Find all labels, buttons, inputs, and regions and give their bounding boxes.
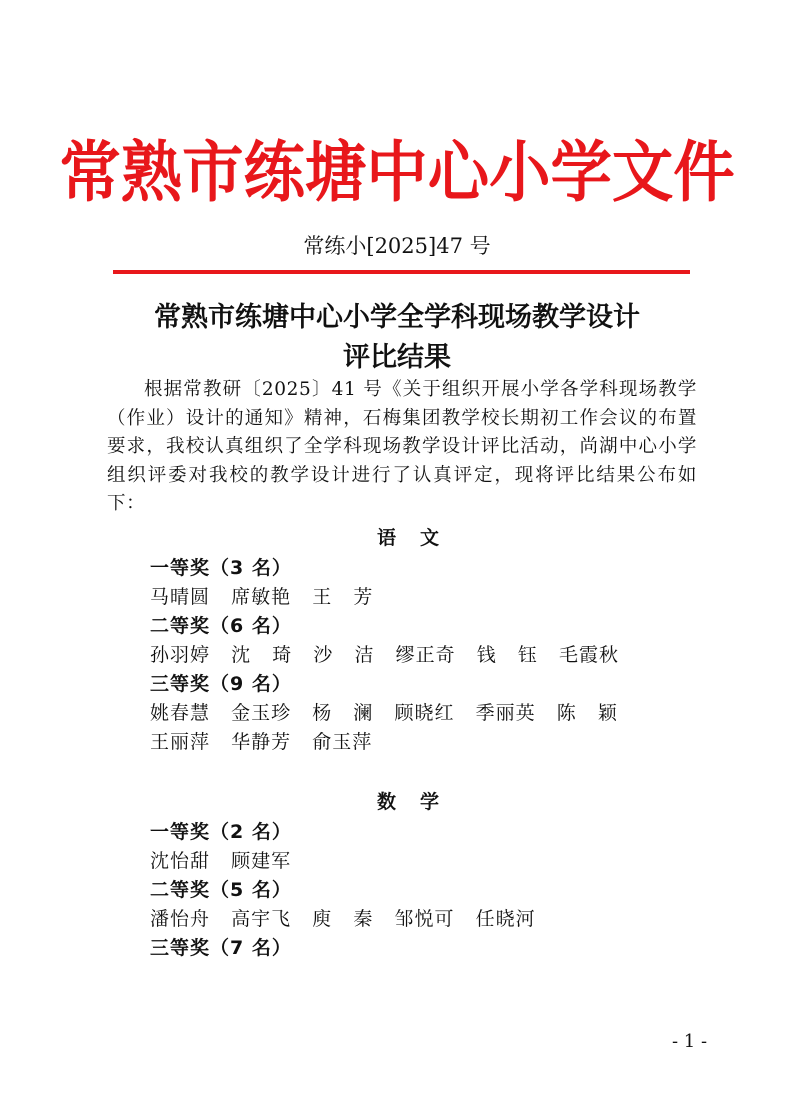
award-level-second: 二等奖（6 名） — [150, 615, 292, 637]
document-title-line-1: 常熟市练塘中心小学全学科现场教学设计 — [154, 302, 640, 333]
award-level-first: 一等奖（2 名） — [150, 821, 292, 843]
document-title-line-2: 评比结果 — [343, 342, 451, 373]
award-names-list: 潘怡舟 高宇飞 庾 秦 邹悦可 任晓河 — [150, 908, 536, 930]
document-title — [0, 298, 794, 378]
award-names-list: 马晴圆 席敏艳 王 芳 — [150, 586, 374, 608]
document-body-paragraph: 根据常教研〔2025〕41 号《关于组织开展小学各学科现场教学（作业）设计的通知》精神，石梅集团教学校长期初工作会议的布置要求，我校认真组织了全学科现场教学设计评比活动，尚湖中心小学组织评委对我校的教学设计进行了认真评定，现将评比结果公布如下： — [107, 379, 697, 514]
award-names-list: 沈怡甜 顾建军 — [150, 850, 292, 872]
award-level-first: 一等奖（3 名） — [150, 557, 292, 579]
subject-heading-chinese: 语文 — [376, 527, 463, 549]
page-number: - 1 - — [672, 1031, 708, 1052]
document-number: 常练小[2025]47 号 — [303, 234, 491, 258]
subject-heading-math: 数学 — [376, 791, 463, 813]
award-names-list: 孙羽婷 沈 琦 沙 洁 缪正奇 钱 钰 毛霞秋 — [150, 644, 619, 666]
award-level-second: 二等奖（5 名） — [150, 879, 292, 901]
award-names-list: 王丽萍 华静芳 俞玉萍 — [150, 731, 373, 753]
document-header-title: 常熟市练塘中心小学文件 — [59, 134, 735, 211]
red-divider-line — [113, 270, 690, 274]
award-names-list: 姚春慧 金玉珍 杨 澜 顾晓红 季丽英 陈 颖 — [150, 702, 618, 724]
award-level-third: 三等奖（9 名） — [150, 673, 292, 695]
award-level-third: 三等奖（7 名） — [150, 937, 292, 959]
